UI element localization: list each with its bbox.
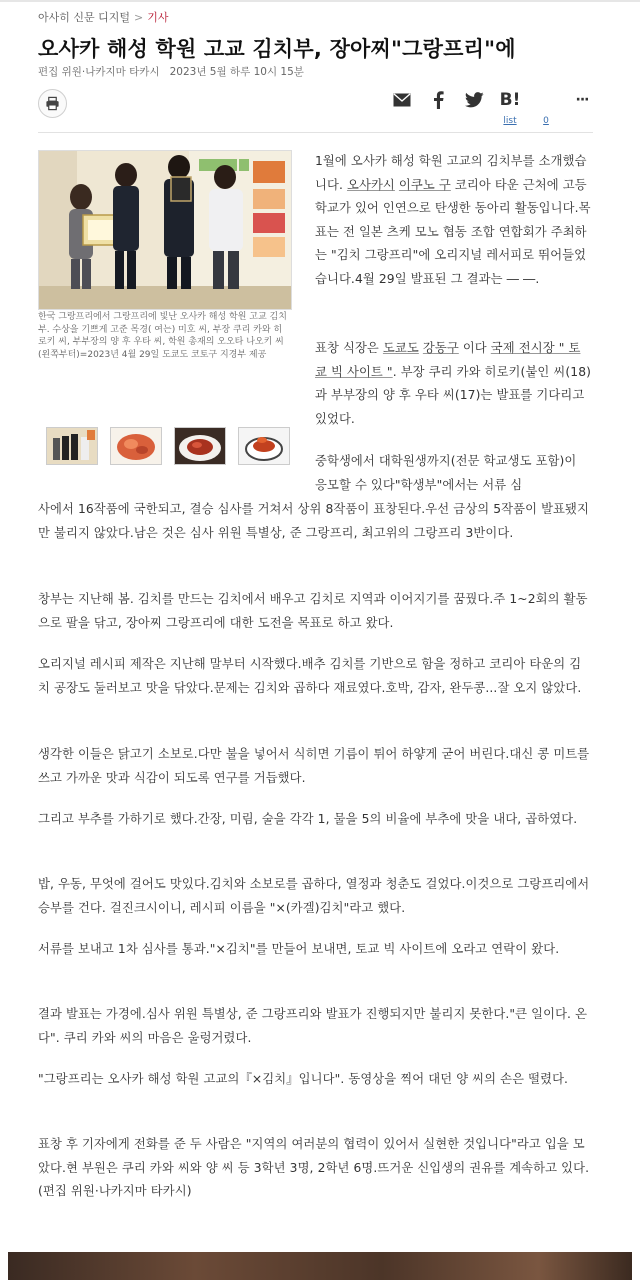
link-ikuno-ku[interactable]: 이쿠노 구 [398, 177, 451, 192]
paragraph-text: 1월에 오사카 해성 학원 고교의 김치부를 소개했습니다. [315, 154, 587, 192]
article-paragraph: 그리고 부추를 가하기로 했다.간장, 미림, 술을 각각 1, 물을 5의 비율에 부추에 맛을 내다, 곱하였다. [38, 812, 578, 826]
link-tokyo-big-sight[interactable]: 국제 전시장 " 토쿄 빅 사이트 " [315, 341, 581, 379]
photo-caption: 한국 그랑프리에서 그랑프리에 빛난 오사카 해성 학원 고교 김치부. 수상을 기쁘게 고준 목경( 여는) 미호 씨, 부장 쿠리 카와 히로키 씨, 부부장의 양 후 우타 씨, 학원 총재의 오오타 나오키 씨(왼쪽부터)=2023년 4월 29일 도쿄도 코토구 지경부 제공 [38, 312, 287, 360]
twitter-icon [465, 92, 484, 108]
share-count[interactable] [535, 90, 557, 127]
article-paragraph: 결과 발표는 가경에.심사 위원 특별상, 준 그랑프리와 발표가 진행되지만 불리지 못한다."큰 일이다. 온다". 쿠리 카와 씨의 마음은 울렁거렸다. [38, 1007, 588, 1045]
paragraph-text: 이다 [458, 341, 491, 355]
print-button[interactable] [38, 89, 67, 118]
article-paragraph: "그랑프리는 오사카 해성 학원 고교의『×김치』입니다". 동영상을 찍어 대던 양 씨의 손은 떨렸다. [38, 1072, 569, 1086]
thumbnail-image [111, 428, 161, 464]
mail-icon [393, 93, 411, 107]
paragraph-text: 코리아 타운 근처에 고등 학교가 있어 인연으로 탄생한 동아리 활동입니다.목표는 전 일본 츠케 모노 협동 조합 연합회가 주최하는 "김치 그랑프리"에 오리지널 레서피로 뛰어들었습니다.4월 29일 발표된 그 결과는 ― ―. [315, 177, 591, 286]
article-toolbar [38, 86, 593, 128]
article-paragraph: 중학생에서 대학원생까지(전문 학교생도 포함)이 응모할 수 있다"학생부"에서는 서류 심 [315, 454, 577, 492]
print-icon [45, 96, 60, 111]
photo-thumbnails [46, 427, 290, 465]
breadcrumb [38, 9, 169, 25]
facebook-icon [433, 91, 444, 109]
byline-author: 편집 위원·나카지마 타카시 [38, 66, 160, 78]
share-bar [391, 90, 593, 127]
thumbnail[interactable] [110, 427, 162, 465]
link-tokyo-to[interactable]: 도쿄도 [382, 341, 419, 355]
article-photo-image [39, 151, 291, 309]
byline-date: 2023년 5월 하루 10시 15분 [169, 66, 304, 78]
article-photo[interactable] [38, 150, 292, 310]
link-koto-ku[interactable]: 강동구 [422, 341, 459, 355]
thumbnail-image [175, 428, 225, 464]
breadcrumb-section[interactable]: 기사 [147, 11, 169, 24]
breadcrumb-site[interactable]: 아사히 신문 디지털 [38, 11, 131, 24]
thumbnail[interactable] [174, 427, 226, 465]
thumbnail[interactable] [46, 427, 98, 465]
share-count-value[interactable]: 0 [543, 116, 549, 126]
link-osaka-city[interactable]: 오사카시 [346, 177, 395, 192]
article-paragraph: 서류를 보내고 1차 심사를 통과."×김치"를 만들어 보내면, 토교 빅 사이트에 오라고 연락이 왔다. [38, 942, 560, 956]
paragraph-text: 표창 식장은 [315, 341, 383, 355]
share-hatena[interactable] [499, 90, 521, 127]
article-paragraph: 생각한 이들은 닭고기 소보로.다만 불을 넣어서 식히면 기름이 튀어 하얗게 굳어 버린다.대신 콩 미트를 쓰고 가까운 맛과 식감이 되도록 연구를 거듭했다. [38, 747, 590, 785]
thumbnail-image [239, 428, 289, 464]
more-icon: ··· [575, 92, 589, 108]
breadcrumb-separator: > [134, 11, 144, 24]
article-paragraph: 밥, 우동, 무엇에 걸어도 맛있다.김치와 소보로를 곱하다, 열정과 청춘도 걸었다.이것으로 그랑프리에서 승부를 건다. 걸진크시이니, 레시피 이름을 "×(카겔)김치"라고 했다. [38, 877, 590, 915]
byline [38, 64, 314, 79]
thumbnail-image [47, 428, 97, 464]
article-paragraph [315, 150, 592, 292]
thumbnail[interactable] [238, 427, 290, 465]
article-paragraph: 오리지널 레시피 제작은 지난해 말부터 시작했다.배추 김치를 기반으로 함을 정하고 코리아 타운의 김치 공장도 둘러보고 맛을 닦았다.문제는 김치와 곱하다 재료였다.호박, 감자, 완두콩...잘 오지 않았다. [38, 657, 582, 695]
article-paragraph: 표창 후 기자에게 전화를 준 두 사람은 "지역의 여러분의 협력이 있어서 실현한 것입니다"라고 입을 모았다.현 부원은 쿠리 카와 씨와 양 씨 등 3학년 3명, 2학년 6명.뜨거운 신입생의 권유를 계속하고 있다.(편집 위원·나카지마 타카시) [38, 1137, 590, 1199]
share-more[interactable] [571, 90, 593, 127]
article-paragraph: 사에서 16작품에 국한되고, 결승 심사를 거쳐서 상위 8작품이 표창된다.우선 금상의 5작품이 발표됐지만 불리지 않았다.남은 것은 심사 위원 특별상, 준 그랑프리, 최고위의 그랑프리 3반이다. [38, 502, 589, 540]
article-paragraph [315, 337, 592, 431]
article-headline: 오사카 해성 학원 고교 김치부, 장아찌"그랑프리"에 [38, 37, 516, 61]
article-paragraph: 창부는 지난해 봄. 김치를 만드는 김치에서 배우고 김치로 지역과 이어지기를 꿈꿨다.주 1~2회의 활동으로 팔을 닦고, 장아찌 그랑프리에 대한 도전을 목표로 하고 왔다. [38, 592, 588, 630]
share-twitter[interactable] [463, 90, 485, 127]
next-image-strip [8, 1252, 632, 1280]
hatena-bookmark-icon: B! [499, 90, 521, 110]
share-facebook[interactable] [427, 90, 449, 127]
hatena-count-label[interactable]: list [503, 116, 517, 126]
paragraph-text: . 부장 쿠리 카와 히로키(붙인 씨(18)과 부부장의 양 후 우타 씨(17)는 발표를 기다리고 있었다. [315, 364, 592, 426]
top-divider [0, 0, 640, 2]
share-mail[interactable] [391, 90, 413, 127]
toolbar-divider [38, 132, 593, 133]
